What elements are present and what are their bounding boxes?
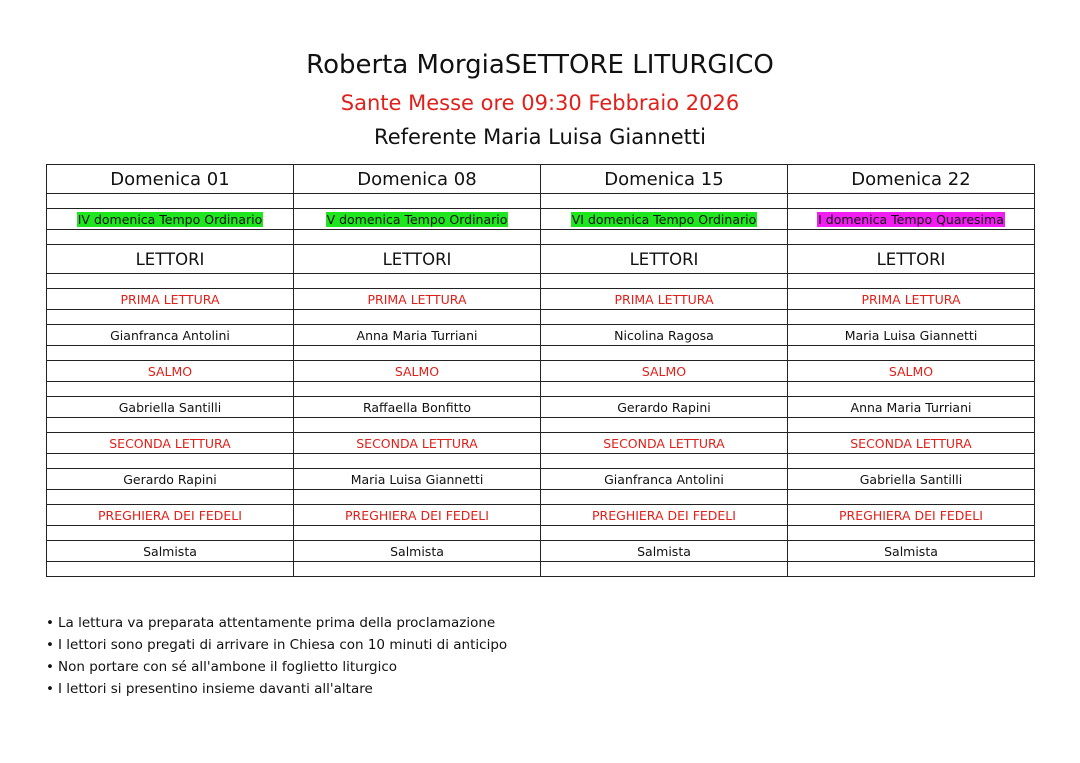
mass-time-subtitle: Sante Messe ore 09:30 Febbraio 2026 bbox=[340, 91, 740, 115]
spacer-row bbox=[47, 310, 1035, 325]
notes-list bbox=[46, 612, 507, 700]
empty-cell bbox=[47, 310, 294, 325]
day-header-cell: Domenica 08 bbox=[294, 165, 541, 194]
spacer-row bbox=[47, 454, 1035, 469]
empty-cell bbox=[294, 230, 541, 245]
empty-cell bbox=[294, 194, 541, 209]
empty-cell bbox=[788, 454, 1035, 469]
empty-cell bbox=[788, 274, 1035, 289]
day-header-cell: Domenica 15 bbox=[541, 165, 788, 194]
day-header-cell: Domenica 22 bbox=[788, 165, 1035, 194]
role-title-row bbox=[47, 433, 1035, 454]
reader-name-row bbox=[47, 325, 1035, 346]
empty-cell bbox=[47, 194, 294, 209]
role-title-cell: PREGHIERA DEI FEDELI bbox=[541, 505, 788, 526]
empty-cell bbox=[541, 230, 788, 245]
spacer-row bbox=[47, 490, 1035, 505]
liturgical-sunday-cell bbox=[541, 209, 788, 230]
lettori-cell: LETTORI bbox=[47, 245, 294, 274]
liturgical-sunday-label: V domenica Tempo Ordinario bbox=[326, 211, 508, 227]
role-title-cell: PREGHIERA DEI FEDELI bbox=[294, 505, 541, 526]
readers-schedule-table bbox=[46, 164, 1035, 577]
empty-cell bbox=[541, 382, 788, 397]
empty-cell bbox=[541, 454, 788, 469]
empty-cell bbox=[294, 310, 541, 325]
reader-name-cell: Gianfranca Antolini bbox=[47, 325, 294, 346]
lettori-cell: LETTORI bbox=[788, 245, 1035, 274]
note-item: • I lettori si presentino insieme davanti all'altare bbox=[46, 678, 507, 700]
spacer-row bbox=[47, 562, 1035, 577]
lettori-cell: LETTORI bbox=[541, 245, 788, 274]
role-title-cell: SECONDA LETTURA bbox=[47, 433, 294, 454]
reader-name-cell: Salmista bbox=[294, 541, 541, 562]
empty-cell bbox=[541, 194, 788, 209]
note-item: • La lettura va preparata attentamente prima della proclamazione bbox=[46, 612, 507, 634]
empty-cell bbox=[541, 490, 788, 505]
reader-name-row bbox=[47, 469, 1035, 490]
empty-cell bbox=[541, 418, 788, 433]
spacer-row bbox=[47, 346, 1035, 361]
reader-name-cell: Gabriella Santilli bbox=[47, 397, 294, 418]
empty-cell bbox=[788, 310, 1035, 325]
spacer-row bbox=[47, 274, 1035, 289]
reader-name-cell: Gianfranca Antolini bbox=[541, 469, 788, 490]
empty-cell bbox=[47, 382, 294, 397]
reader-name-cell: Anna Maria Turriani bbox=[294, 325, 541, 346]
empty-cell bbox=[541, 274, 788, 289]
note-item: • I lettori sono pregati di arrivare in Chiesa con 10 minuti di anticipo bbox=[46, 634, 507, 656]
role-title-cell: PREGHIERA DEI FEDELI bbox=[788, 505, 1035, 526]
liturgical-sunday-label: VI domenica Tempo Ordinario bbox=[571, 211, 757, 227]
day-header-cell: Domenica 01 bbox=[47, 165, 294, 194]
reader-name-cell: Gerardo Rapini bbox=[541, 397, 788, 418]
lettori-cell: LETTORI bbox=[294, 245, 541, 274]
role-title-cell: SALMO bbox=[47, 361, 294, 382]
reader-name-cell: Raffaella Bonfitto bbox=[294, 397, 541, 418]
reader-name-row bbox=[47, 541, 1035, 562]
empty-cell bbox=[788, 526, 1035, 541]
role-title-cell: SECONDA LETTURA bbox=[541, 433, 788, 454]
role-title-cell: PRIMA LETTURA bbox=[788, 289, 1035, 310]
empty-cell bbox=[47, 346, 294, 361]
reader-name-cell: Gerardo Rapini bbox=[47, 469, 294, 490]
reader-name-cell: Nicolina Ragosa bbox=[541, 325, 788, 346]
empty-cell bbox=[541, 310, 788, 325]
liturgical-sunday-cell bbox=[294, 209, 541, 230]
role-title-cell: SALMO bbox=[294, 361, 541, 382]
liturgical-sunday-label: IV domenica Tempo Ordinario bbox=[77, 211, 263, 227]
liturgical-sunday-cell bbox=[47, 209, 294, 230]
empty-cell bbox=[788, 346, 1035, 361]
reader-name-cell: Anna Maria Turriani bbox=[788, 397, 1035, 418]
role-title-cell: SALMO bbox=[788, 361, 1035, 382]
empty-cell bbox=[541, 562, 788, 577]
empty-cell bbox=[47, 490, 294, 505]
empty-cell bbox=[541, 526, 788, 541]
empty-cell bbox=[788, 418, 1035, 433]
role-title-cell: PRIMA LETTURA bbox=[541, 289, 788, 310]
spacer-row bbox=[47, 382, 1035, 397]
empty-cell bbox=[294, 526, 541, 541]
empty-cell bbox=[47, 418, 294, 433]
note-item: • Non portare con sé all'ambone il foglietto liturgico bbox=[46, 656, 507, 678]
role-title-row bbox=[47, 505, 1035, 526]
reader-name-cell: Salmista bbox=[541, 541, 788, 562]
empty-cell bbox=[788, 382, 1035, 397]
role-title-cell: PRIMA LETTURA bbox=[294, 289, 541, 310]
reader-name-cell: Gabriella Santilli bbox=[788, 469, 1035, 490]
reader-name-cell: Salmista bbox=[47, 541, 294, 562]
role-title-cell: SECONDA LETTURA bbox=[294, 433, 541, 454]
role-title-cell: PRIMA LETTURA bbox=[47, 289, 294, 310]
empty-cell bbox=[47, 454, 294, 469]
empty-cell bbox=[294, 418, 541, 433]
empty-cell bbox=[47, 274, 294, 289]
empty-cell bbox=[788, 194, 1035, 209]
empty-cell bbox=[47, 562, 294, 577]
referent-line: Referente Maria Luisa Giannetti bbox=[374, 125, 706, 149]
empty-cell bbox=[294, 562, 541, 577]
document-title: Roberta MorgiaSETTORE LITURGICO bbox=[306, 50, 774, 80]
role-title-cell: SALMO bbox=[541, 361, 788, 382]
empty-cell bbox=[788, 230, 1035, 245]
spacer-row bbox=[47, 230, 1035, 245]
empty-cell bbox=[294, 454, 541, 469]
empty-cell bbox=[541, 346, 788, 361]
empty-cell bbox=[788, 562, 1035, 577]
empty-cell bbox=[294, 382, 541, 397]
spacer-row bbox=[47, 194, 1035, 209]
empty-cell bbox=[294, 490, 541, 505]
spacer-row bbox=[47, 526, 1035, 541]
liturgical-sunday-row bbox=[47, 209, 1035, 230]
empty-cell bbox=[788, 490, 1035, 505]
role-title-cell: SECONDA LETTURA bbox=[788, 433, 1035, 454]
liturgical-sunday-label: I domenica Tempo Quaresima bbox=[818, 211, 1004, 227]
reader-name-row bbox=[47, 397, 1035, 418]
role-title-row bbox=[47, 289, 1035, 310]
empty-cell bbox=[294, 346, 541, 361]
empty-cell bbox=[47, 526, 294, 541]
role-title-cell: PREGHIERA DEI FEDELI bbox=[47, 505, 294, 526]
reader-name-cell: Salmista bbox=[788, 541, 1035, 562]
empty-cell bbox=[47, 230, 294, 245]
reader-name-cell: Maria Luisa Giannetti bbox=[788, 325, 1035, 346]
reader-name-cell: Maria Luisa Giannetti bbox=[294, 469, 541, 490]
role-title-row bbox=[47, 361, 1035, 382]
liturgical-sunday-cell bbox=[788, 209, 1035, 230]
lettori-row bbox=[47, 245, 1035, 274]
spacer-row bbox=[47, 418, 1035, 433]
day-header-row bbox=[47, 165, 1035, 194]
empty-cell bbox=[294, 274, 541, 289]
